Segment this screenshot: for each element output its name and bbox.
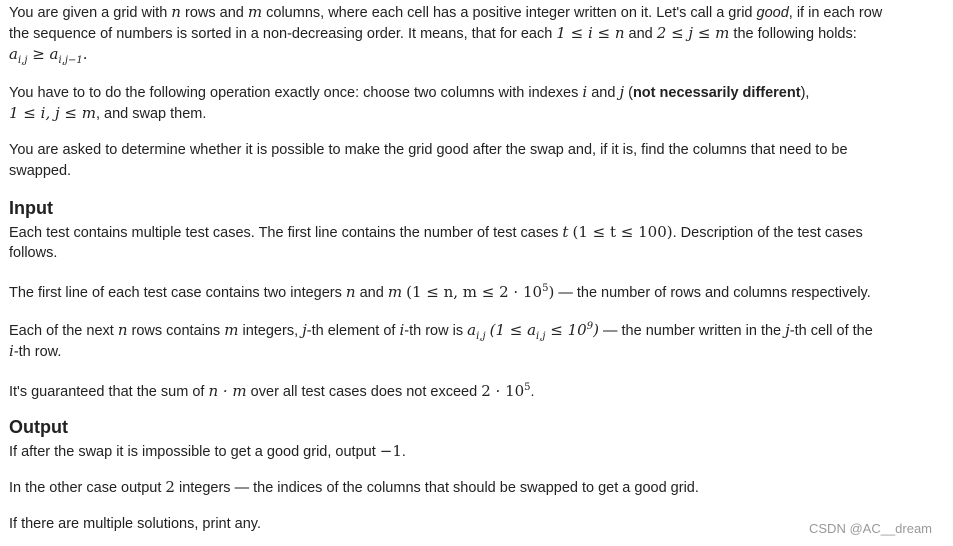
math-a-ij: $a_{i,j}$ [467, 321, 486, 342]
text: integers, [238, 323, 303, 339]
math-nm-range: (1 ≤ n, $m \le 2 \cdot 10^5$) [406, 283, 555, 301]
text: , and swap them. [95, 106, 207, 122]
math-minus-one: −1 [379, 442, 402, 460]
text: . Description of the test cases [672, 225, 863, 241]
text: . [401, 444, 406, 460]
text: . [530, 384, 535, 400]
watermark: CSDN @AC__dream [809, 521, 933, 536]
text: If after the swap it is impossible to get a good grid, output [9, 444, 380, 460]
text: -th row. [13, 344, 62, 360]
math-t-range: (1 ≤ t ≤ 100) [572, 223, 673, 241]
text: You are given a grid with [9, 5, 172, 21]
text: -th element of [306, 323, 400, 339]
text: It's guaranteed that the sum of [9, 384, 209, 400]
text: the following holds: [729, 26, 857, 42]
math-i: i [582, 83, 588, 101]
output-heading: Output [9, 417, 68, 437]
text: ), [800, 85, 810, 101]
text: ( [624, 85, 633, 101]
text: In the other case output [9, 480, 166, 496]
input-heading: Input [9, 198, 53, 218]
text: -th cell of the [789, 323, 873, 339]
text: swapped. [9, 163, 72, 179]
text: columns, where each cell has a positive integer written on it. Let's call a grid [262, 5, 757, 21]
bold-text: not necessarily different [632, 85, 801, 101]
term-good: good [756, 5, 789, 21]
math-two: 2 [165, 478, 175, 496]
input-paragraph-2 [9, 282, 949, 303]
math-sum-limit: $2 \cdot 10^5$ [481, 382, 531, 400]
math-n: n [345, 283, 356, 301]
output-paragraph-2 [9, 477, 949, 498]
math-j: j [302, 321, 307, 339]
math-range-ij: 1 ≤ i, j ≤ m [9, 104, 96, 122]
input-paragraph-4 [9, 381, 949, 402]
text: rows and [180, 5, 248, 21]
text: Each of the next [9, 323, 118, 339]
input-paragraph-3 [9, 320, 949, 362]
text: the sequence of numbers is sorted in a non-decreasing order. It means, that for each [9, 26, 557, 42]
math-n: n [117, 321, 128, 339]
text: and [587, 85, 620, 101]
math-m: m [387, 283, 403, 301]
text: You are asked to determine whether it is possible to make the grid good after the swap and, if it is, find the columns that need to be [9, 142, 848, 158]
text: -th row is [404, 323, 468, 339]
statement-paragraph-3 [9, 140, 949, 182]
math-a-range: $(1 \le a_{i,j} \le 10^9)$ [489, 321, 599, 342]
statement-paragraph-1 [9, 2, 949, 65]
math-n: n [171, 3, 181, 21]
text: You have to to do the following operation exactly once: choose two columns with indexes [9, 85, 583, 101]
text: over all test cases does not exceed [246, 384, 482, 400]
math-i: i [9, 342, 14, 360]
math-inequality: $a_{i,j} \ge a_{i,j-1}$. [9, 45, 88, 66]
text: — the number of rows and columns respectively. [554, 285, 871, 301]
text: Each test contains multiple test cases. The first line contains the number of test cases [9, 225, 563, 241]
text: follows. [9, 245, 58, 261]
text: , if in each row [788, 5, 883, 21]
output-paragraph-1 [9, 441, 949, 462]
math-j: j [619, 83, 625, 101]
input-paragraph-1 [9, 222, 949, 264]
output-paragraph-3 [9, 514, 949, 535]
text: rows contains [127, 323, 225, 339]
text: and [355, 285, 388, 301]
math-cond-i: 1 ≤ i ≤ n [556, 24, 625, 42]
text: The first line of each test case contains two integers [9, 285, 346, 301]
text: — the number written in the [598, 323, 786, 339]
statement-paragraph-2 [9, 82, 949, 124]
math-j: j [785, 321, 790, 339]
math-i: i [399, 321, 405, 339]
math-cond-j: 2 ≤ j ≤ m [656, 24, 730, 42]
text: and [624, 26, 657, 42]
text: integers — the indices of the columns that should be swapped to get a good grid. [174, 480, 699, 496]
math-m: m [224, 321, 239, 339]
math-m: m [247, 3, 263, 21]
math-nm-product: n · m [208, 382, 247, 400]
math-t: t [562, 223, 569, 241]
text: If there are multiple solutions, print any. [9, 516, 261, 532]
